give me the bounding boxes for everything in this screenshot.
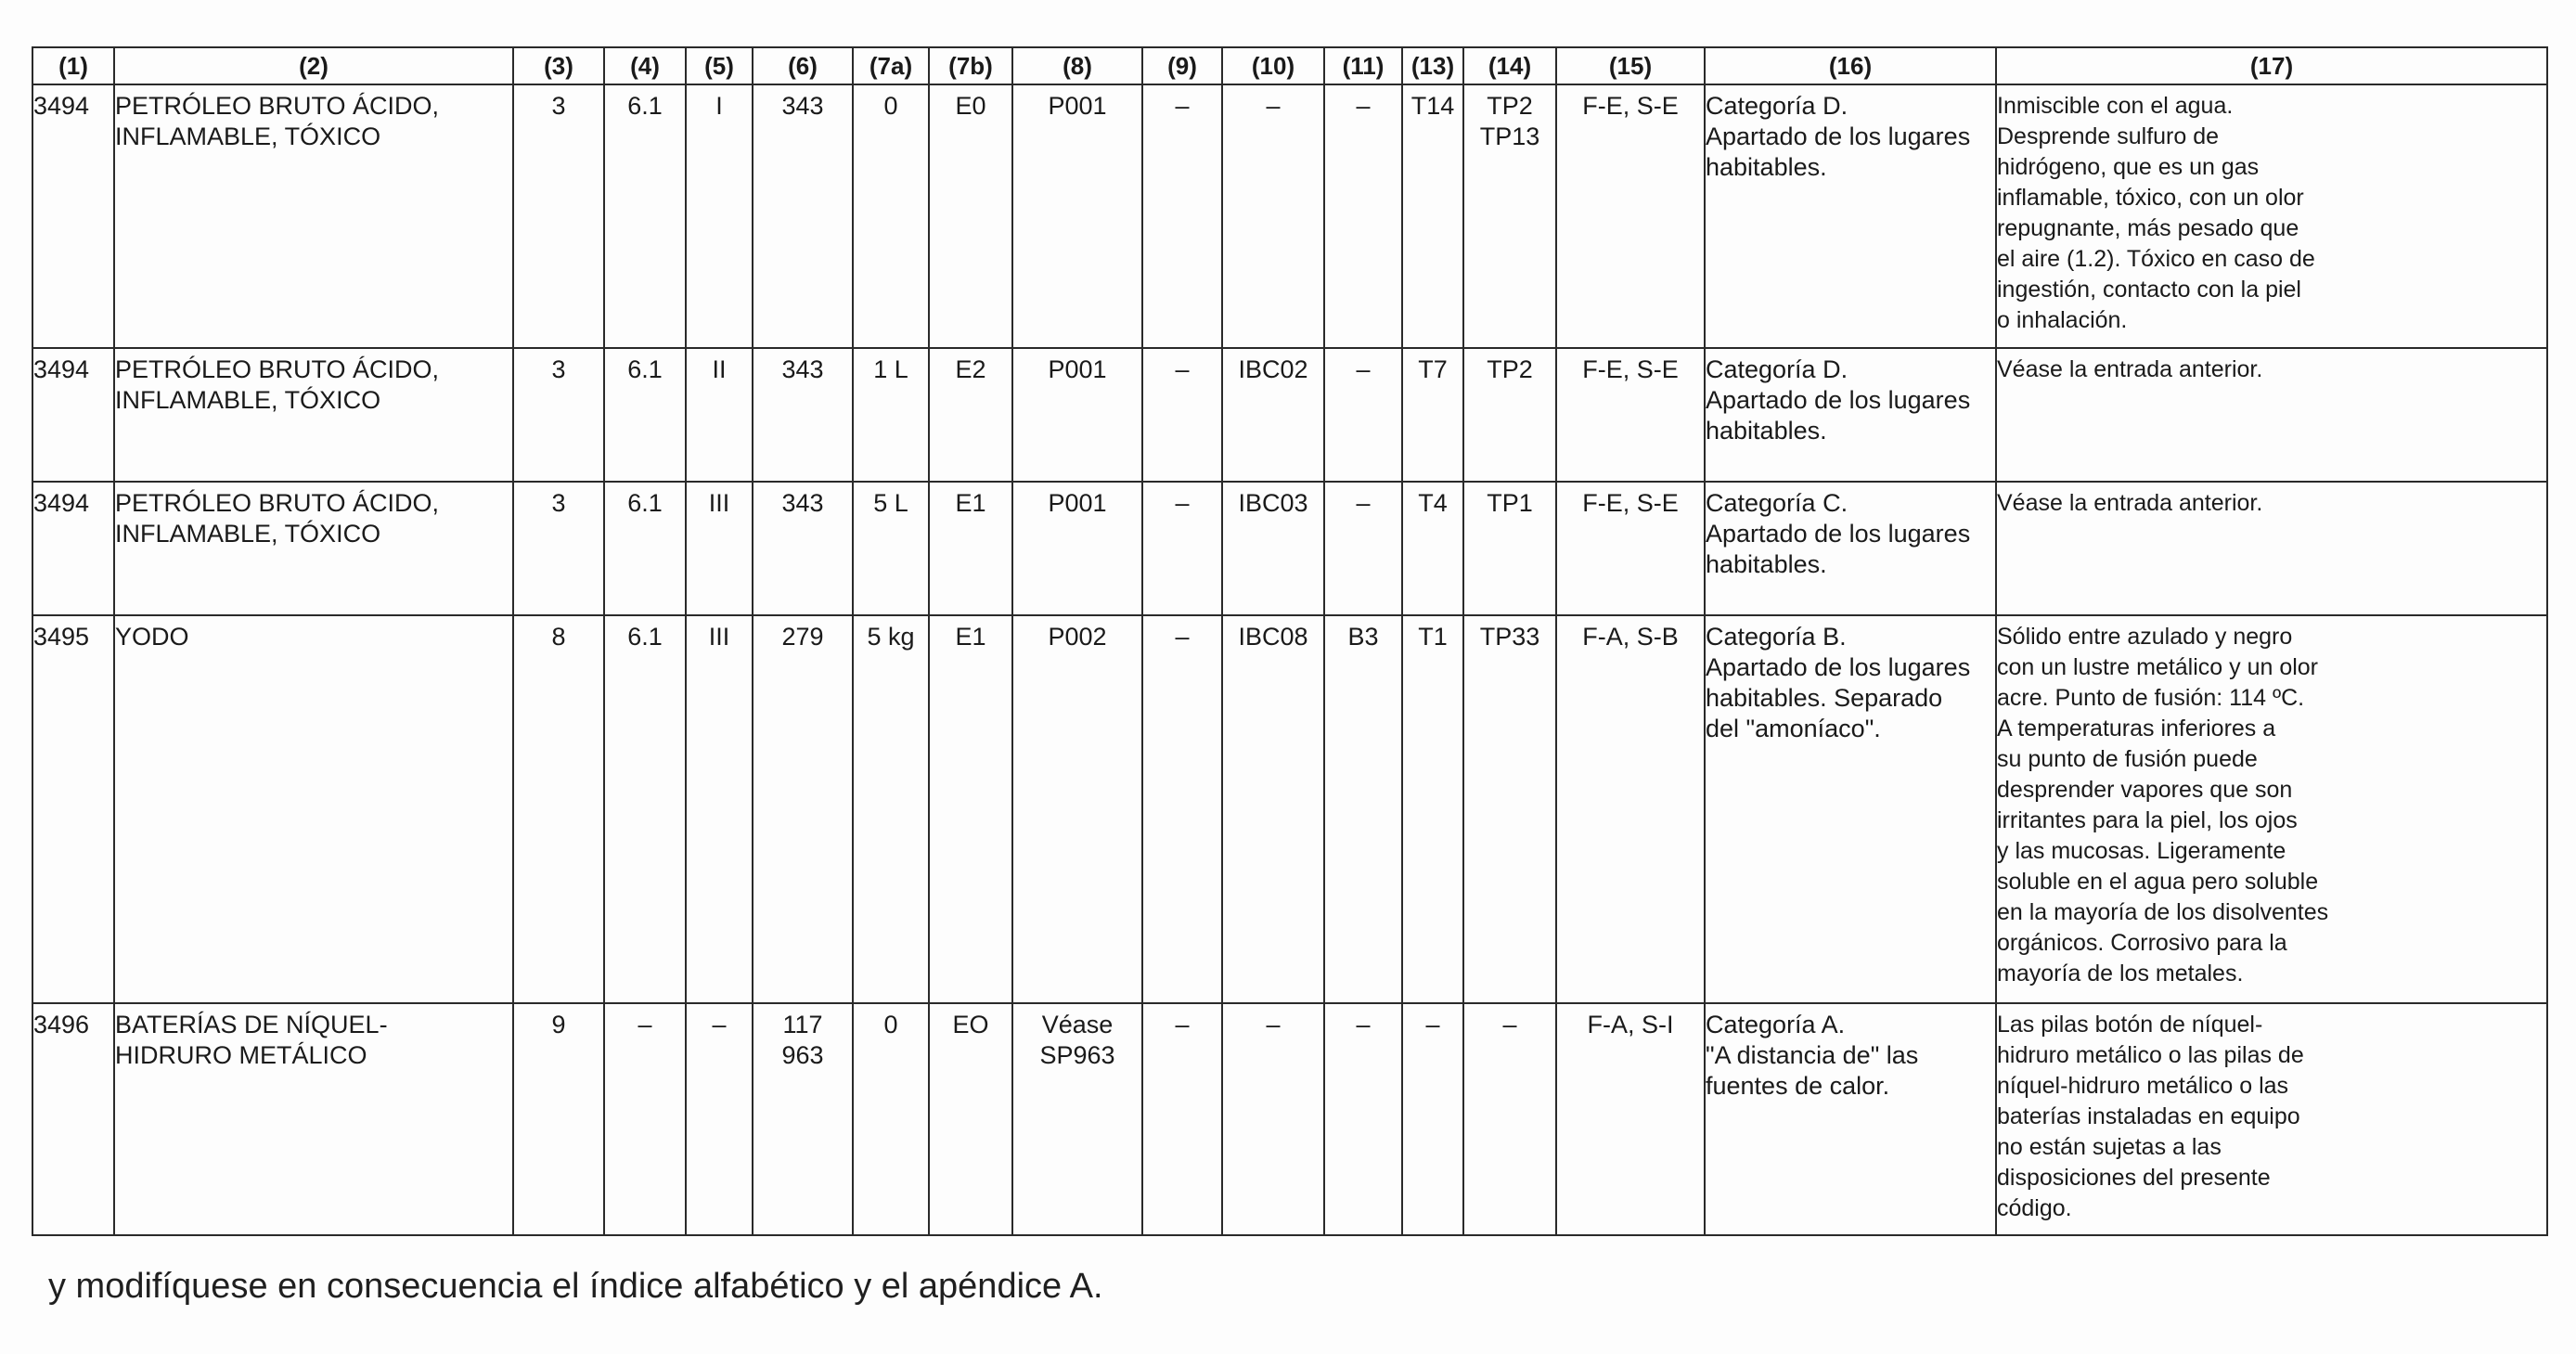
- col-header-1: (1): [32, 47, 114, 84]
- cell-text-line: acre. Punto de fusión: 114 ºC.: [1997, 685, 2305, 711]
- cell-properties-observations: [1996, 348, 2547, 482]
- cell-packing-group: III: [686, 482, 753, 615]
- cell-packing-provisions: –: [1142, 615, 1222, 1003]
- cell-text-line: habitables.: [1706, 550, 1827, 578]
- cell-text-line: su punto de fusión puede: [1997, 746, 2258, 772]
- cell-text-line: irritantes para la piel, los ojos: [1997, 807, 2298, 833]
- cell-text-line: no están sujetas a las: [1997, 1134, 2222, 1160]
- cell-text-line: Véase la entrada anterior.: [1997, 356, 2263, 382]
- cell-tank-provisions: [1463, 615, 1556, 1003]
- cell-text-line: Categoría B.: [1706, 623, 1847, 651]
- cell-proper-shipping-name: [114, 84, 513, 348]
- cell-text-line: fuentes de calor.: [1706, 1072, 1890, 1100]
- cell-limited-quantity: 0: [853, 84, 929, 348]
- cell-text-line: 343: [781, 489, 824, 517]
- cell-text-line: mayoría de los metales.: [1997, 961, 2244, 986]
- cell-packing-instruction: [1012, 1003, 1142, 1235]
- cell-ems: F-A, S-I: [1556, 1003, 1705, 1235]
- cell-text-line: 343: [781, 355, 824, 383]
- cell-text-line: habitables. Separado: [1706, 684, 1943, 712]
- cell-text-line: P001: [1048, 92, 1107, 120]
- cell-text-line: hidrógeno, que es un gas: [1997, 154, 2260, 180]
- table-body: [32, 84, 2547, 1235]
- cell-ems: F-A, S-B: [1556, 615, 1705, 1003]
- cell-tank-instruction: T7: [1402, 348, 1463, 482]
- cell-proper-shipping-name: [114, 482, 513, 615]
- cell-text-line: soluble en el agua pero soluble: [1997, 869, 2319, 895]
- cell-text-line: PETRÓLEO BRUTO ÁCIDO,: [115, 92, 440, 120]
- cell-special-provisions: [753, 84, 853, 348]
- cell-text-line: Sólido entre azulado y negro: [1997, 624, 2293, 650]
- cell-tank-instruction: T1: [1402, 615, 1463, 1003]
- cell-packing-instruction: [1012, 615, 1142, 1003]
- cell-ibc-instruction: IBC02: [1222, 348, 1324, 482]
- cell-text-line: Categoría A.: [1706, 1011, 1846, 1038]
- cell-text-line: Apartado de los lugares: [1706, 386, 1971, 414]
- col-header-5: (5): [686, 47, 753, 84]
- col-header-13: (13): [1402, 47, 1463, 84]
- cell-text-line: Categoría C.: [1706, 489, 1848, 517]
- cell-limited-quantity: 1 L: [853, 348, 929, 482]
- cell-text-line: desprender vapores que son: [1997, 777, 2293, 803]
- cell-excepted-quantity: E2: [929, 348, 1012, 482]
- cell-stowage-segregation: [1705, 615, 1996, 1003]
- cell-text-line: 343: [781, 92, 824, 120]
- col-header-7b: (7b): [929, 47, 1012, 84]
- cell-text-line: Inmiscible con el agua.: [1997, 93, 2234, 119]
- cell-un-number: 3496: [32, 1003, 114, 1235]
- cell-un-number: 3494: [32, 482, 114, 615]
- table-row: [32, 1003, 2547, 1235]
- cell-text-line: INFLAMABLE, TÓXICO: [115, 386, 381, 414]
- cell-text-line: YODO: [115, 623, 189, 651]
- cell-packing-group: III: [686, 615, 753, 1003]
- cell-class: 8: [513, 615, 604, 1003]
- table-row: [32, 615, 2547, 1003]
- dangerous-goods-table: [32, 46, 2548, 1236]
- cell-class: 3: [513, 482, 604, 615]
- cell-tank-instruction: T14: [1402, 84, 1463, 348]
- cell-subsidiary-risk: 6.1: [604, 615, 686, 1003]
- col-header-16: (16): [1705, 47, 1996, 84]
- cell-text-line: HIDRURO METÁLICO: [115, 1041, 367, 1069]
- cell-packing-instruction: [1012, 84, 1142, 348]
- cell-ibc-instruction: –: [1222, 84, 1324, 348]
- cell-subsidiary-risk: –: [604, 1003, 686, 1235]
- cell-stowage-segregation: [1705, 84, 1996, 348]
- cell-packing-group: I: [686, 84, 753, 348]
- cell-text-line: Apartado de los lugares: [1706, 520, 1971, 548]
- col-header-4: (4): [604, 47, 686, 84]
- cell-ibc-instruction: IBC03: [1222, 482, 1324, 615]
- cell-text-line: del "amoníaco".: [1706, 715, 1881, 742]
- col-header-10: (10): [1222, 47, 1324, 84]
- cell-text-line: 117: [782, 1011, 823, 1038]
- col-header-17: (17): [1996, 47, 2547, 84]
- cell-packing-group: –: [686, 1003, 753, 1235]
- cell-special-provisions: [753, 1003, 853, 1235]
- cell-text-line: Véase: [1041, 1011, 1114, 1038]
- cell-text-line: y las mucosas. Ligeramente: [1997, 838, 2286, 864]
- cell-text-line: el aire (1.2). Tóxico en caso de: [1997, 246, 2315, 272]
- cell-text-line: Apartado de los lugares: [1706, 653, 1971, 681]
- cell-proper-shipping-name: [114, 615, 513, 1003]
- cell-ems: F-E, S-E: [1556, 482, 1705, 615]
- cell-un-number: 3494: [32, 84, 114, 348]
- cell-packing-instruction: [1012, 348, 1142, 482]
- cell-text-line: BATERÍAS DE NÍQUEL-: [115, 1011, 388, 1038]
- cell-text-line: con un lustre metálico y un olor: [1997, 654, 2319, 680]
- cell-text-line: INFLAMABLE, TÓXICO: [115, 520, 381, 548]
- cell-packing-provisions: –: [1142, 348, 1222, 482]
- cell-text-line: hidruro metálico o las pilas de: [1997, 1042, 2304, 1068]
- cell-proper-shipping-name: [114, 1003, 513, 1235]
- cell-text-line: Categoría D.: [1706, 355, 1848, 383]
- cell-ems: F-E, S-E: [1556, 348, 1705, 482]
- col-header-11: (11): [1324, 47, 1402, 84]
- cell-text-line: repugnante, más pesado que: [1997, 215, 2299, 241]
- cell-text-line: A temperaturas inferiores a: [1997, 716, 2276, 741]
- cell-excepted-quantity: E1: [929, 615, 1012, 1003]
- cell-text-line: PETRÓLEO BRUTO ÁCIDO,: [115, 355, 440, 383]
- cell-ibc-provisions: B3: [1324, 615, 1402, 1003]
- cell-text-line: inflamable, tóxico, con un olor: [1997, 185, 2304, 211]
- cell-tank-provisions: [1463, 348, 1556, 482]
- cell-special-provisions: [753, 482, 853, 615]
- col-header-2: (2): [114, 47, 513, 84]
- cell-text-line: P002: [1048, 623, 1107, 651]
- cell-subsidiary-risk: 6.1: [604, 482, 686, 615]
- cell-text-line: TP33: [1479, 623, 1540, 651]
- cell-subsidiary-risk: 6.1: [604, 348, 686, 482]
- cell-special-provisions: [753, 348, 853, 482]
- cell-text-line: INFLAMABLE, TÓXICO: [115, 123, 381, 150]
- cell-text-line: código.: [1997, 1195, 2072, 1221]
- cell-text-line: níquel-hidruro metálico o las: [1997, 1073, 2289, 1099]
- cell-proper-shipping-name: [114, 348, 513, 482]
- col-header-6: (6): [753, 47, 853, 84]
- table-row: [32, 84, 2547, 348]
- cell-packing-instruction: [1012, 482, 1142, 615]
- cell-properties-observations: [1996, 1003, 2547, 1235]
- cell-text-line: orgánicos. Corrosivo para la: [1997, 930, 2287, 956]
- cell-text-line: TP2: [1487, 355, 1533, 383]
- cell-text-line: TP2: [1487, 92, 1533, 120]
- cell-limited-quantity: 5 kg: [853, 615, 929, 1003]
- cell-text-line: TP1: [1487, 489, 1533, 517]
- cell-special-provisions: [753, 615, 853, 1003]
- cell-packing-provisions: –: [1142, 84, 1222, 348]
- cell-un-number: 3495: [32, 615, 114, 1003]
- col-header-9: (9): [1142, 47, 1222, 84]
- col-header-8: (8): [1012, 47, 1142, 84]
- cell-excepted-quantity: E1: [929, 482, 1012, 615]
- cell-text-line: habitables.: [1706, 417, 1827, 445]
- cell-text-line: 279: [781, 623, 824, 651]
- cell-text-line: Desprende sulfuro de: [1997, 123, 2220, 149]
- cell-packing-group: II: [686, 348, 753, 482]
- cell-properties-observations: [1996, 615, 2547, 1003]
- cell-ibc-provisions: –: [1324, 1003, 1402, 1235]
- col-header-3: (3): [513, 47, 604, 84]
- cell-excepted-quantity: E0: [929, 84, 1012, 348]
- cell-text-line: –: [1502, 1011, 1517, 1038]
- cell-text-line: en la mayoría de los disolventes: [1997, 899, 2329, 925]
- cell-excepted-quantity: EO: [929, 1003, 1012, 1235]
- cell-limited-quantity: 5 L: [853, 482, 929, 615]
- cell-stowage-segregation: [1705, 1003, 1996, 1235]
- cell-properties-observations: [1996, 84, 2547, 348]
- cell-text-line: Las pilas botón de níquel-: [1997, 1012, 2263, 1038]
- cell-stowage-segregation: [1705, 348, 1996, 482]
- cell-stowage-segregation: [1705, 482, 1996, 615]
- cell-class: 9: [513, 1003, 604, 1235]
- cell-properties-observations: [1996, 482, 2547, 615]
- cell-text-line: SP963: [1039, 1041, 1115, 1069]
- cell-class: 3: [513, 348, 604, 482]
- cell-text-line: habitables.: [1706, 153, 1827, 181]
- cell-tank-instruction: T4: [1402, 482, 1463, 615]
- cell-text-line: baterías instaladas en equipo: [1997, 1103, 2300, 1129]
- cell-ibc-provisions: –: [1324, 482, 1402, 615]
- cell-ibc-provisions: –: [1324, 84, 1402, 348]
- cell-text-line: P001: [1048, 355, 1107, 383]
- cell-tank-provisions: [1463, 1003, 1556, 1235]
- footer-note: y modifíquese en consecuencia el índice alfabético y el apéndice A.: [48, 1267, 1103, 1306]
- table-row: [32, 348, 2547, 482]
- cell-tank-provisions: [1463, 482, 1556, 615]
- cell-tank-provisions: [1463, 84, 1556, 348]
- cell-text-line: o inhalación.: [1997, 307, 2128, 333]
- cell-tank-instruction: –: [1402, 1003, 1463, 1235]
- cell-text-line: disposiciones del presente: [1997, 1165, 2271, 1191]
- cell-text-line: PETRÓLEO BRUTO ÁCIDO,: [115, 489, 440, 517]
- cell-text-line: ingestión, contacto con la piel: [1997, 277, 2301, 303]
- cell-class: 3: [513, 84, 604, 348]
- cell-ems: F-E, S-E: [1556, 84, 1705, 348]
- cell-ibc-instruction: IBC08: [1222, 615, 1324, 1003]
- col-header-15: (15): [1556, 47, 1705, 84]
- cell-limited-quantity: 0: [853, 1003, 929, 1235]
- cell-text-line: "A distancia de" las: [1706, 1041, 1919, 1069]
- cell-ibc-instruction: –: [1222, 1003, 1324, 1235]
- col-header-7a: (7a): [853, 47, 929, 84]
- cell-ibc-provisions: –: [1324, 348, 1402, 482]
- cell-packing-provisions: –: [1142, 482, 1222, 615]
- cell-text-line: P001: [1048, 489, 1107, 517]
- cell-text-line: Categoría D.: [1706, 92, 1848, 120]
- col-header-14: (14): [1463, 47, 1556, 84]
- cell-subsidiary-risk: 6.1: [604, 84, 686, 348]
- cell-text-line: TP13: [1479, 123, 1540, 150]
- table-row: [32, 482, 2547, 615]
- header-row: [32, 47, 2547, 84]
- cell-text-line: 963: [781, 1041, 824, 1069]
- cell-un-number: 3494: [32, 348, 114, 482]
- cell-text-line: Véase la entrada anterior.: [1997, 490, 2263, 516]
- cell-packing-provisions: –: [1142, 1003, 1222, 1235]
- cell-text-line: Apartado de los lugares: [1706, 123, 1971, 150]
